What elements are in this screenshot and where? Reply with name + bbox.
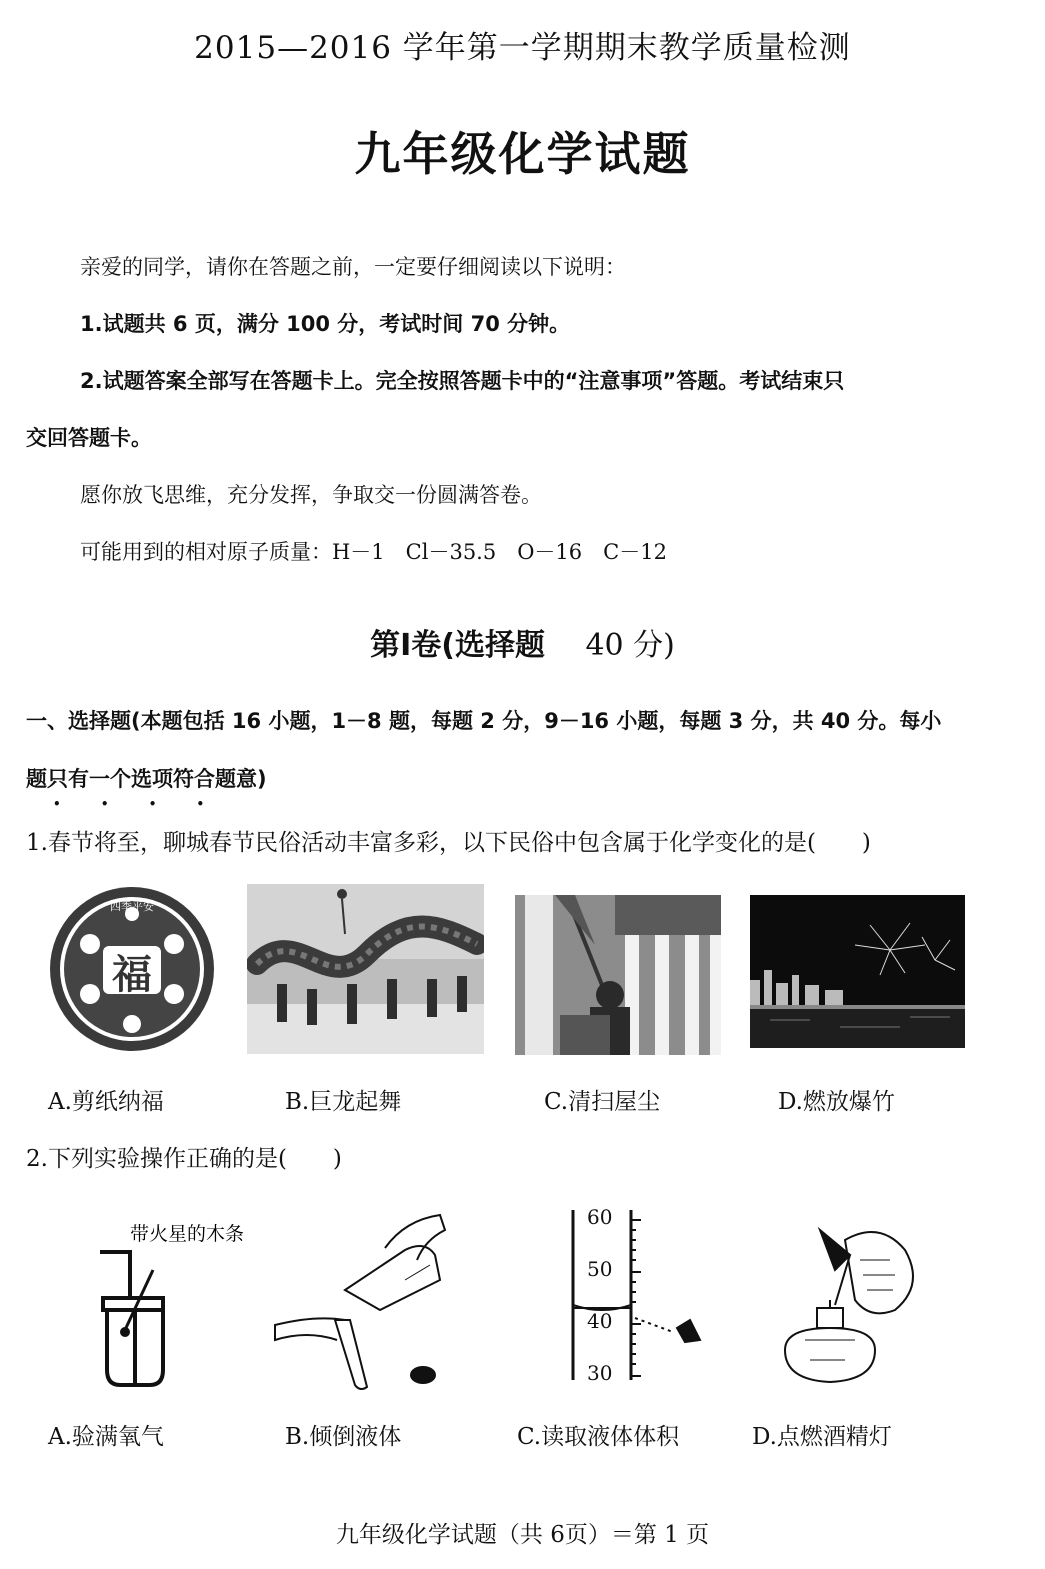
section-title	[0, 620, 1045, 664]
emphasis-text: 只有一个	[47, 767, 131, 791]
q2-label-wooden-splint: 带火星的木条	[130, 1223, 245, 1245]
section-title-text: 第Ⅰ卷(选择题	[370, 628, 545, 663]
instruction-item-2-line2: 交回答题卡。	[26, 426, 152, 450]
q2-tick-30: 30	[587, 1361, 613, 1385]
page-title: 九年级化学试题	[354, 127, 691, 181]
q1-image-dragon-dance	[247, 884, 484, 1054]
part1-heading-line1: 一、选择题(本题包括 16 小题，1－8 题，每题 2 分，9－16 小题，每题 3 分，共 40 分。每小	[26, 709, 942, 733]
instructions-wish: 愿你放飞思维，充分发挥，争取交一份圆满答卷。	[80, 483, 542, 507]
exam-subtitle: 2015—2016 学年第一学期期末教学质量检测	[194, 30, 851, 66]
papercut-top-text: 四季平安	[110, 900, 154, 913]
section-points: 40 分)	[585, 628, 675, 663]
part1-heading-post: 选项符合题意)	[131, 767, 267, 791]
atomic-mass-list: 可能用到的相对原子质量：H－1 Cl－35.5 O－16 C－12	[80, 540, 667, 564]
q2-option-d: D.点燃酒精灯	[752, 1424, 892, 1450]
q2-option-a: A.验满氧气	[48, 1424, 164, 1450]
q1-option-d: D.燃放爆竹	[778, 1089, 895, 1115]
papercut-fu-char: 福	[112, 952, 152, 998]
q1-image-sweeping	[515, 895, 721, 1055]
q2-stem: 2.下列实验操作正确的是( )	[26, 1146, 342, 1172]
part1-heading-pre: 题	[26, 767, 47, 791]
page-footer: 九年级化学试题（共 6页）＝第 1 页	[335, 1522, 710, 1548]
instruction-item-1: 1.试题共 6 页，满分 100 分，考试时间 70 分钟。	[80, 312, 571, 336]
q1-image-papercut	[45, 884, 220, 1054]
q2-image-graduated-cylinder	[573, 1210, 700, 1380]
instructions-greeting: 亲爱的同学，请你在答题之前，一定要仔细阅读以下说明：	[80, 255, 626, 279]
q2-image-pouring	[275, 1215, 445, 1389]
q2-option-b: B.倾倒液体	[285, 1424, 402, 1450]
part1-heading-line2	[26, 764, 1021, 811]
q1-stem: 1.春节将至，聊城春节民俗活动丰富多彩，以下民俗中包含属于化学变化的是( )	[26, 830, 871, 856]
q2-tick-40: 40	[587, 1309, 613, 1333]
q2-image-oxygen-test	[100, 1252, 163, 1385]
q2-tick-60: 60	[587, 1205, 613, 1229]
q1-option-c: C.清扫屋尘	[544, 1089, 661, 1115]
q1-image-fireworks	[750, 895, 965, 1048]
q2-tick-50: 50	[587, 1257, 613, 1281]
instruction-item-2-line1: 2.试题答案全部写在答题卡上。完全按照答题卡中的“注意事项”答题。考试结束只	[80, 369, 845, 393]
emphasis-dots: • • • •	[53, 797, 223, 811]
q1-option-a: A.剪纸纳福	[48, 1089, 164, 1115]
q2-option-c: C.读取液体体积	[517, 1424, 680, 1450]
q2-image-alcohol-lamp	[785, 1230, 913, 1382]
q1-option-b: B.巨龙起舞	[285, 1089, 402, 1115]
q2-images-strip	[45, 1200, 945, 1390]
